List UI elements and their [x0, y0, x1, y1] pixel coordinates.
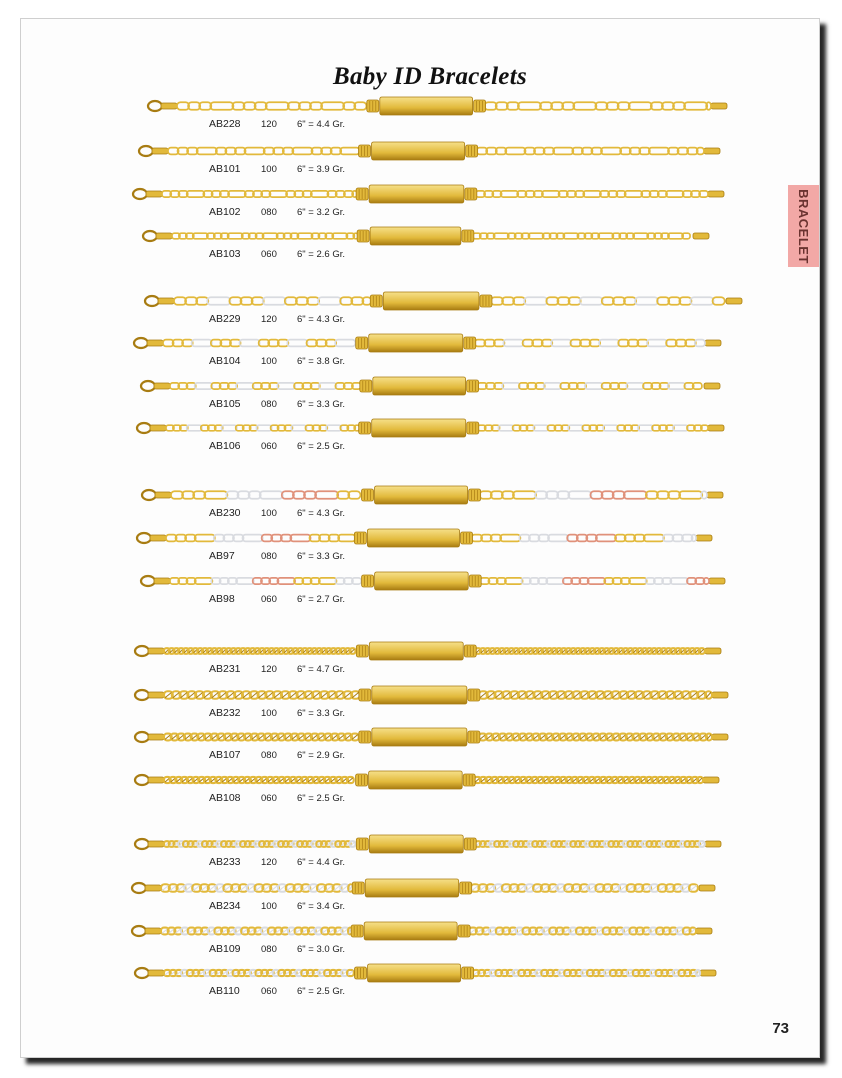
bracelet-image [134, 728, 728, 746]
chain-link [326, 425, 341, 431]
catalog-page [20, 18, 820, 1058]
chain-link [500, 535, 520, 542]
chain-link [195, 383, 213, 389]
bracelet-image [134, 686, 728, 704]
item-weight: 6" = 2.5 Gr. [297, 793, 345, 804]
chain-link [580, 297, 603, 305]
item-code: AB229 [209, 313, 241, 325]
bracelet-image [134, 964, 716, 982]
item-code: AB107 [209, 749, 241, 761]
item-weight: 6" = 3.9 Gr. [297, 164, 345, 175]
chain-link [553, 148, 573, 155]
chain-link [311, 191, 329, 197]
chain-link [588, 578, 606, 584]
bracelet-item [21, 185, 819, 225]
item-code: AB231 [209, 663, 241, 675]
id-plate [383, 292, 479, 310]
bracelet-item [21, 142, 819, 182]
chain-link [601, 148, 621, 155]
chain-link [269, 191, 287, 197]
item-gauge: 080 [261, 207, 277, 218]
item-code: AB98 [209, 593, 235, 605]
item-weight: 6" = 4.3 Gr. [297, 508, 345, 519]
item-code: AB106 [209, 440, 241, 452]
id-plate [369, 185, 464, 203]
chain-link [228, 191, 246, 197]
bracelet-image [140, 377, 720, 395]
item-weight: 6" = 3.3 Gr. [297, 399, 345, 410]
item-weight: 6" = 3.3 Gr. [297, 708, 345, 719]
item-weight: 6" = 2.5 Gr. [297, 986, 345, 997]
item-gauge: 060 [261, 986, 277, 997]
item-weight: 6" = 3.8 Gr. [297, 356, 345, 367]
item-gauge: 100 [261, 164, 277, 175]
chain-link [551, 340, 571, 347]
item-code: AB101 [209, 163, 241, 175]
chain-link [568, 491, 591, 499]
chain-link [340, 148, 359, 155]
chain-link [548, 535, 568, 542]
chain-link [644, 535, 664, 542]
chain-link [222, 425, 237, 431]
chain-link [263, 297, 286, 305]
clasp [133, 189, 147, 199]
chain-link [633, 233, 648, 239]
bracelet-image [136, 419, 724, 437]
clasp [139, 146, 153, 156]
id-plate [364, 922, 457, 940]
chain-link [195, 535, 215, 542]
id-plate [372, 419, 466, 437]
chain-link [690, 297, 713, 305]
chain-link [228, 233, 243, 239]
chain-link [499, 425, 514, 431]
page-title: Baby ID Bracelets [333, 63, 527, 90]
chain-link [670, 578, 688, 584]
bracelet-image [144, 292, 742, 310]
chain-link [287, 340, 307, 347]
id-plate [372, 728, 467, 746]
bracelet-image [141, 486, 723, 504]
item-code: AB108 [209, 792, 241, 804]
clasp [134, 338, 148, 348]
chain-link [243, 535, 263, 542]
chain-link [240, 340, 260, 347]
clasp [135, 646, 149, 656]
chain-link [626, 383, 644, 389]
item-weight: 6" = 3.2 Gr. [297, 207, 345, 218]
id-plate [375, 486, 468, 504]
item-code: AB97 [209, 550, 235, 562]
item-gauge: 080 [261, 399, 277, 410]
bracelet-image [134, 771, 719, 789]
chain-link [315, 491, 338, 499]
chain-link [647, 340, 667, 347]
item-weight: 6" = 4.4 Gr. [297, 857, 345, 868]
id-plate [370, 227, 461, 245]
bracelet-item [21, 642, 819, 682]
chain-link [338, 535, 355, 542]
id-plate [380, 97, 473, 115]
chain-link [668, 383, 686, 389]
item-code: AB232 [209, 707, 241, 719]
chain-link [503, 340, 523, 347]
chain-link [518, 102, 541, 110]
chain-link [263, 233, 278, 239]
item-weight: 6" = 3.0 Gr. [297, 944, 345, 955]
item-code: AB102 [209, 206, 241, 218]
chain-link [505, 578, 523, 584]
chain-link [502, 383, 520, 389]
bracelet-item [21, 728, 819, 768]
chain-link [297, 233, 312, 239]
chain-link [666, 191, 684, 197]
chain-link [193, 233, 208, 239]
chain-link [629, 578, 647, 584]
bracelet-image [136, 529, 712, 547]
clasp [148, 101, 162, 111]
bracelet-item [21, 486, 819, 526]
chain-link [684, 102, 707, 110]
item-gauge: 080 [261, 944, 277, 955]
bracelet-image [134, 835, 721, 853]
bracelet-item [21, 529, 819, 569]
chain-link [319, 578, 337, 584]
clasp [132, 883, 146, 893]
id-plate [368, 964, 461, 982]
item-gauge: 060 [261, 249, 277, 260]
item-code: AB233 [209, 856, 241, 868]
bracelet-item [21, 334, 819, 374]
chain-link [192, 340, 212, 347]
id-plate [369, 835, 463, 853]
chain-link [544, 383, 562, 389]
item-gauge: 080 [261, 750, 277, 761]
chain-link [494, 233, 509, 239]
bracelet-image [147, 97, 727, 115]
chain-link [533, 425, 548, 431]
chain-link [624, 491, 647, 499]
item-gauge: 120 [261, 314, 277, 325]
chain-link [585, 383, 603, 389]
id-plate [365, 879, 458, 897]
item-gauge: 060 [261, 793, 277, 804]
item-gauge: 060 [261, 594, 277, 605]
clasp [132, 926, 146, 936]
bracelet-image [138, 142, 720, 160]
bracelet-item [21, 686, 819, 726]
item-weight: 6" = 3.4 Gr. [297, 901, 345, 912]
id-plate [369, 642, 463, 660]
clasp [137, 423, 151, 433]
chain-link [505, 148, 525, 155]
chain-link [207, 297, 230, 305]
item-weight: 6" = 3.3 Gr. [297, 551, 345, 562]
bracelet-item [21, 227, 819, 267]
bracelet-item [21, 964, 819, 1004]
item-code: AB234 [209, 900, 241, 912]
item-weight: 6" = 4.4 Gr. [297, 119, 345, 130]
item-weight: 6" = 2.9 Gr. [297, 750, 345, 761]
chain-link [603, 425, 618, 431]
chain-link [649, 148, 669, 155]
clasp [141, 576, 155, 586]
chain-link [542, 191, 560, 197]
chain-link [625, 191, 643, 197]
section-tab-label: BRACELET [796, 188, 811, 264]
item-gauge: 100 [261, 356, 277, 367]
clasp [142, 490, 156, 500]
item-gauge: 100 [261, 901, 277, 912]
bracelet-item [21, 377, 819, 417]
chain-link [568, 425, 583, 431]
item-code: AB104 [209, 355, 241, 367]
item-weight: 6" = 2.6 Gr. [297, 249, 345, 260]
item-code: AB103 [209, 248, 241, 260]
item-code: AB105 [209, 398, 241, 410]
chain-link [260, 491, 283, 499]
chain-link [596, 535, 616, 542]
item-weight: 6" = 2.7 Gr. [297, 594, 345, 605]
chain-link [291, 425, 306, 431]
bracelet-item [21, 292, 819, 332]
chain-link [599, 340, 619, 347]
chain-link [692, 535, 696, 542]
chain-link [668, 233, 683, 239]
chain-link [236, 383, 254, 389]
clasp [135, 968, 149, 978]
chain-link [679, 491, 702, 499]
item-code: AB228 [209, 118, 241, 130]
clasp [135, 839, 149, 849]
chain-link [703, 578, 709, 584]
chain-link [292, 148, 312, 155]
clasp [135, 690, 149, 700]
bracelet-item [21, 572, 819, 612]
clasp [145, 296, 159, 306]
item-gauge: 120 [261, 857, 277, 868]
chain-link [629, 102, 652, 110]
chain-link [706, 102, 711, 110]
chain-link [195, 578, 213, 584]
chain-link [501, 191, 519, 197]
bracelet-image [131, 922, 712, 940]
id-plate [367, 529, 459, 547]
chain-link [528, 233, 543, 239]
clasp [135, 732, 149, 742]
chain-link [187, 191, 205, 197]
id-plate [373, 377, 466, 395]
bracelet-image [142, 227, 709, 245]
id-plate [369, 771, 463, 789]
chain-link [236, 578, 254, 584]
bracelet-image [134, 642, 721, 660]
item-code: AB110 [209, 985, 240, 997]
id-plate [372, 142, 465, 160]
item-weight: 6" = 2.5 Gr. [297, 441, 345, 452]
chain-link [673, 425, 688, 431]
chain-link [332, 233, 347, 239]
chain-link [635, 297, 658, 305]
item-gauge: 060 [261, 441, 277, 452]
item-gauge: 120 [261, 119, 277, 130]
clasp [141, 381, 155, 391]
chain-link [546, 578, 564, 584]
item-code: AB230 [209, 507, 241, 519]
id-plate [375, 572, 469, 590]
id-plate [369, 334, 463, 352]
chain-link [318, 297, 341, 305]
bracelet-image [133, 334, 721, 352]
page-number: 73 [772, 1020, 789, 1037]
bracelet-item [21, 97, 819, 137]
chain-link [319, 383, 337, 389]
chain-link [210, 102, 233, 110]
bracelet-item [21, 879, 819, 919]
bracelet-image [132, 185, 724, 203]
bracelet-image [131, 879, 715, 897]
chain-link [563, 233, 578, 239]
chain-link [321, 102, 344, 110]
chain-link [277, 578, 295, 584]
clasp [143, 231, 157, 241]
item-weight: 6" = 4.3 Gr. [297, 314, 345, 325]
chain-link [638, 425, 653, 431]
item-gauge: 100 [261, 508, 277, 519]
chain-link [187, 425, 202, 431]
chain-link [245, 148, 265, 155]
id-plate [372, 686, 467, 704]
chain-link [335, 340, 355, 347]
bracelet-item [21, 835, 819, 875]
clasp [137, 533, 151, 543]
item-gauge: 120 [261, 664, 277, 675]
chain-link [277, 383, 295, 389]
chain-link [266, 102, 289, 110]
bracelet-item [21, 922, 819, 962]
chain-link [290, 535, 310, 542]
chain-link [598, 233, 613, 239]
item-gauge: 080 [261, 551, 277, 562]
chain-link [513, 491, 536, 499]
chain-link [573, 102, 596, 110]
bracelet-item [21, 771, 819, 811]
clasp [135, 775, 149, 785]
item-weight: 6" = 4.7 Gr. [297, 664, 345, 675]
chain-link [257, 425, 272, 431]
bracelet-item [21, 419, 819, 459]
item-code: AB109 [209, 943, 241, 955]
chain-link [583, 191, 601, 197]
chain-link [524, 297, 547, 305]
bracelet-image [140, 572, 725, 590]
item-gauge: 100 [261, 708, 277, 719]
chain-link [204, 491, 227, 499]
chain-link [197, 148, 217, 155]
